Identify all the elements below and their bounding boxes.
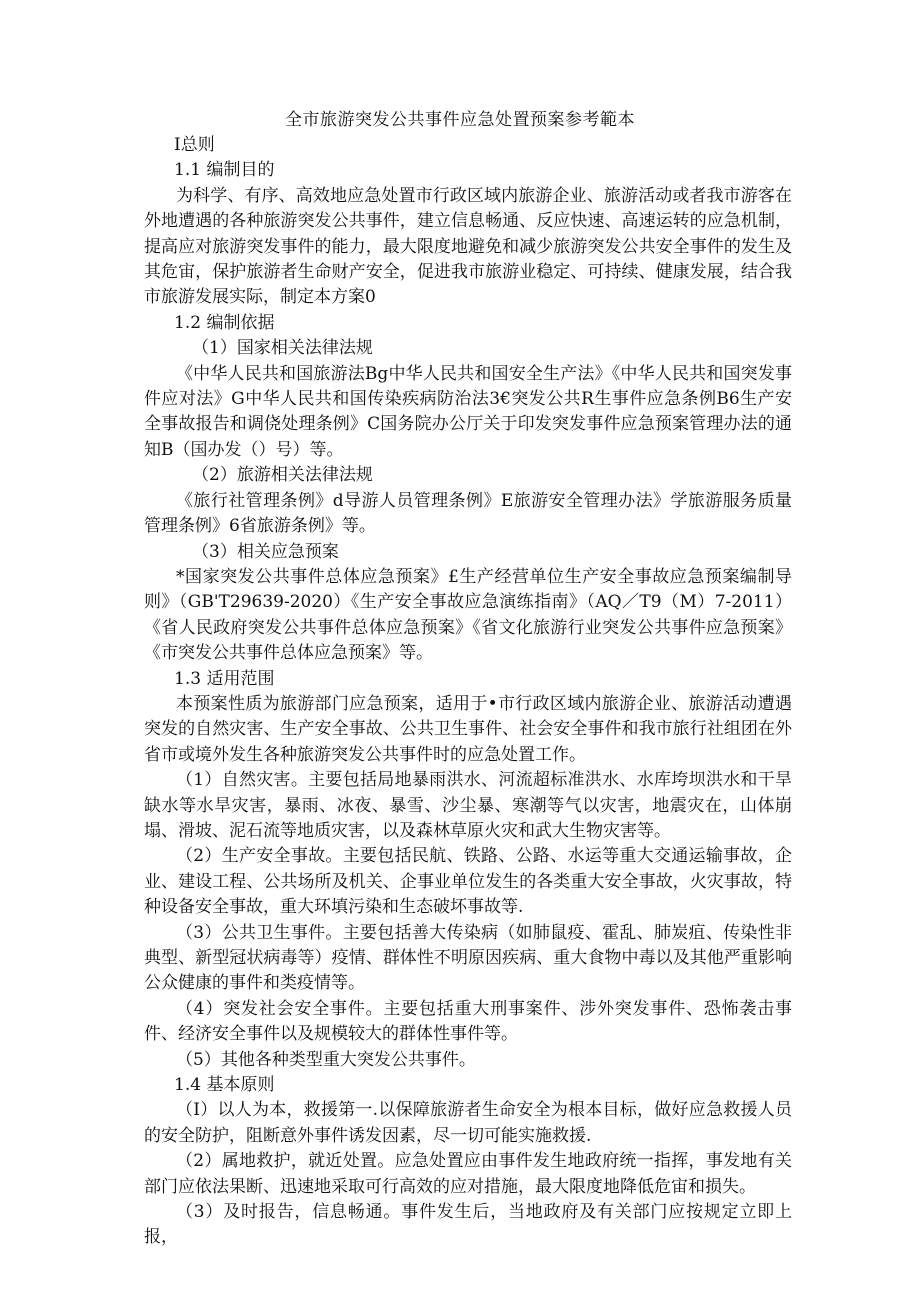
paragraph-other-events: （5）其他各种类型重大突发公共事件。 <box>176 1049 476 1070</box>
paragraph-tourism-laws: 《旅行社管理条例》d导游人员管理条例》E旅游安全管理办法》学旅游服务质量管理条例》6省旅游条例》等。 <box>144 490 792 537</box>
paragraph-public-health: （3）公共卫生事件。主要包括善大传染病（如肺鼠疫、霍乱、肺炭疽、传染性非典型、新型冠状病毒等）疫情、群体性不明原因疾病、重大食物中毒以及其他严重影响公众健康的事件和类疫情等。 <box>144 922 792 994</box>
subsection-heading-principles: 1.4 基本原则 <box>174 1075 275 1096</box>
subsection-heading-scope: 1.3 适用范围 <box>174 668 275 689</box>
paragraph-principle-timely-report: （3）及时报告，信息畅通。事件发生后，当地政府及有关部门应按规定立即上报， <box>144 1202 792 1248</box>
paragraph-scope: 本预案性质为旅游部门应急预案，适用于•市行政区域内旅游企业、旅游活动遭遇突发的自然灾害、生产安全事故、公共卫生事件、社会安全事件和我市旅行社组团在外省市或境外发生各种旅游突发公共事件时的应急处置工作。 <box>144 693 792 765</box>
paragraph-principle-local-rescue: （2）属地救护，就近处置。应急处置应由事件发生地政府统一指挥，事发地有关部门应依法果断、迅速地采取可行高效的应对措施，最大限度地降低危宙和损失。 <box>144 1151 792 1197</box>
subsection-heading-purpose: 1.1 编制目的 <box>174 160 275 181</box>
paragraph-natural-disasters: （1）自然灾害。主要包括局地暴雨洪水、河流超标准洪水、水库垮坝洪水和干旱缺水等水旱灾害，暴雨、冰夜、暴雪、沙尘暴、寒潮等气以灾害，地震灾在，山体崩塌、滑坡、泥石流等地质灾害，以及森林草原火灾和武大生物灾害等。 <box>144 770 792 841</box>
paragraph-social-security: （4）突发社会安全事件。主要包括重大刑事案件、涉外突发事件、恐怖袭击事件、经济安全事件以及规模较大的群体性事件等。 <box>144 998 792 1045</box>
paragraph-principle-people-first: （I）以人为本，救援第一.以保障旅游者生命安全为根本目标，做好应急救援人员的安全防护，阻断意外事件诱发因素，尽一切可能实施救援. <box>144 1100 792 1146</box>
document-title: 全市旅游突发公共事件应急处置预案参考範本 <box>285 110 635 130</box>
item-heading-related-plans: （3）相关应急预案 <box>192 541 339 562</box>
item-heading-national-laws: （1）国家相关法律法规 <box>192 338 373 359</box>
paragraph-purpose: 为科学、有序、高效地应急处置市行政区域内旅游企业、旅游活动或者我市游客在外地遭遇的各种旅游突发公共事件，建立信息畅通、反应快速、高速运转的应急机制，提高应对旅游突发事件的能力，最大限度地避免和减少旅游突发公共安全事件的发生及其危宙，保护旅游者生命财产安全，促进我市旅游业稳定、可持续、健康发展，结合我市旅游发展实际，制定本方案0 <box>144 185 792 308</box>
item-heading-tourism-laws: （2）旅游相关法律法规 <box>192 465 373 486</box>
paragraph-production-accidents: （2）生产安全事故。主要包括民航、铁路、公路、水运等重大交通运输事故，企业、建设工程、公共场所及机关、企事业单位发生的各类重大安全事故，火灾事故，特种设备安全事故，重大环填污染和生态破坏事故等. <box>144 846 792 918</box>
document-body <box>144 133 792 1251</box>
paragraph-national-laws: 《中华人民共和国旅游法Bg中华人民共和国安全生产法》《中华人民共和国突发事件应对法》G中华人民共和国传染疾病防治法3€突发公共R生事件应急条例B6生产安全事故报告和调侥处理条例》C国务院办公厅关于印发突发事件应急预案管理办法的通知B（国办发（）号）等。 <box>144 363 792 460</box>
paragraph-related-plans: *国家突发公共事件总体应急预案》£生产经营单位生产安全事故应急预案编制导则》（GB'T29639-2020）《生产安全事故应急演练指南》（AQ／T9（M）7-2011）《省人民政府突发公共事件总体应急预案》《省文化旅游行业突发公共事件应急预案》《市突发公共事件总体应急预案》等。 <box>144 566 792 664</box>
subsection-heading-basis: 1.2 编制依据 <box>174 312 275 333</box>
section-heading-general: I总则 <box>174 135 215 155</box>
